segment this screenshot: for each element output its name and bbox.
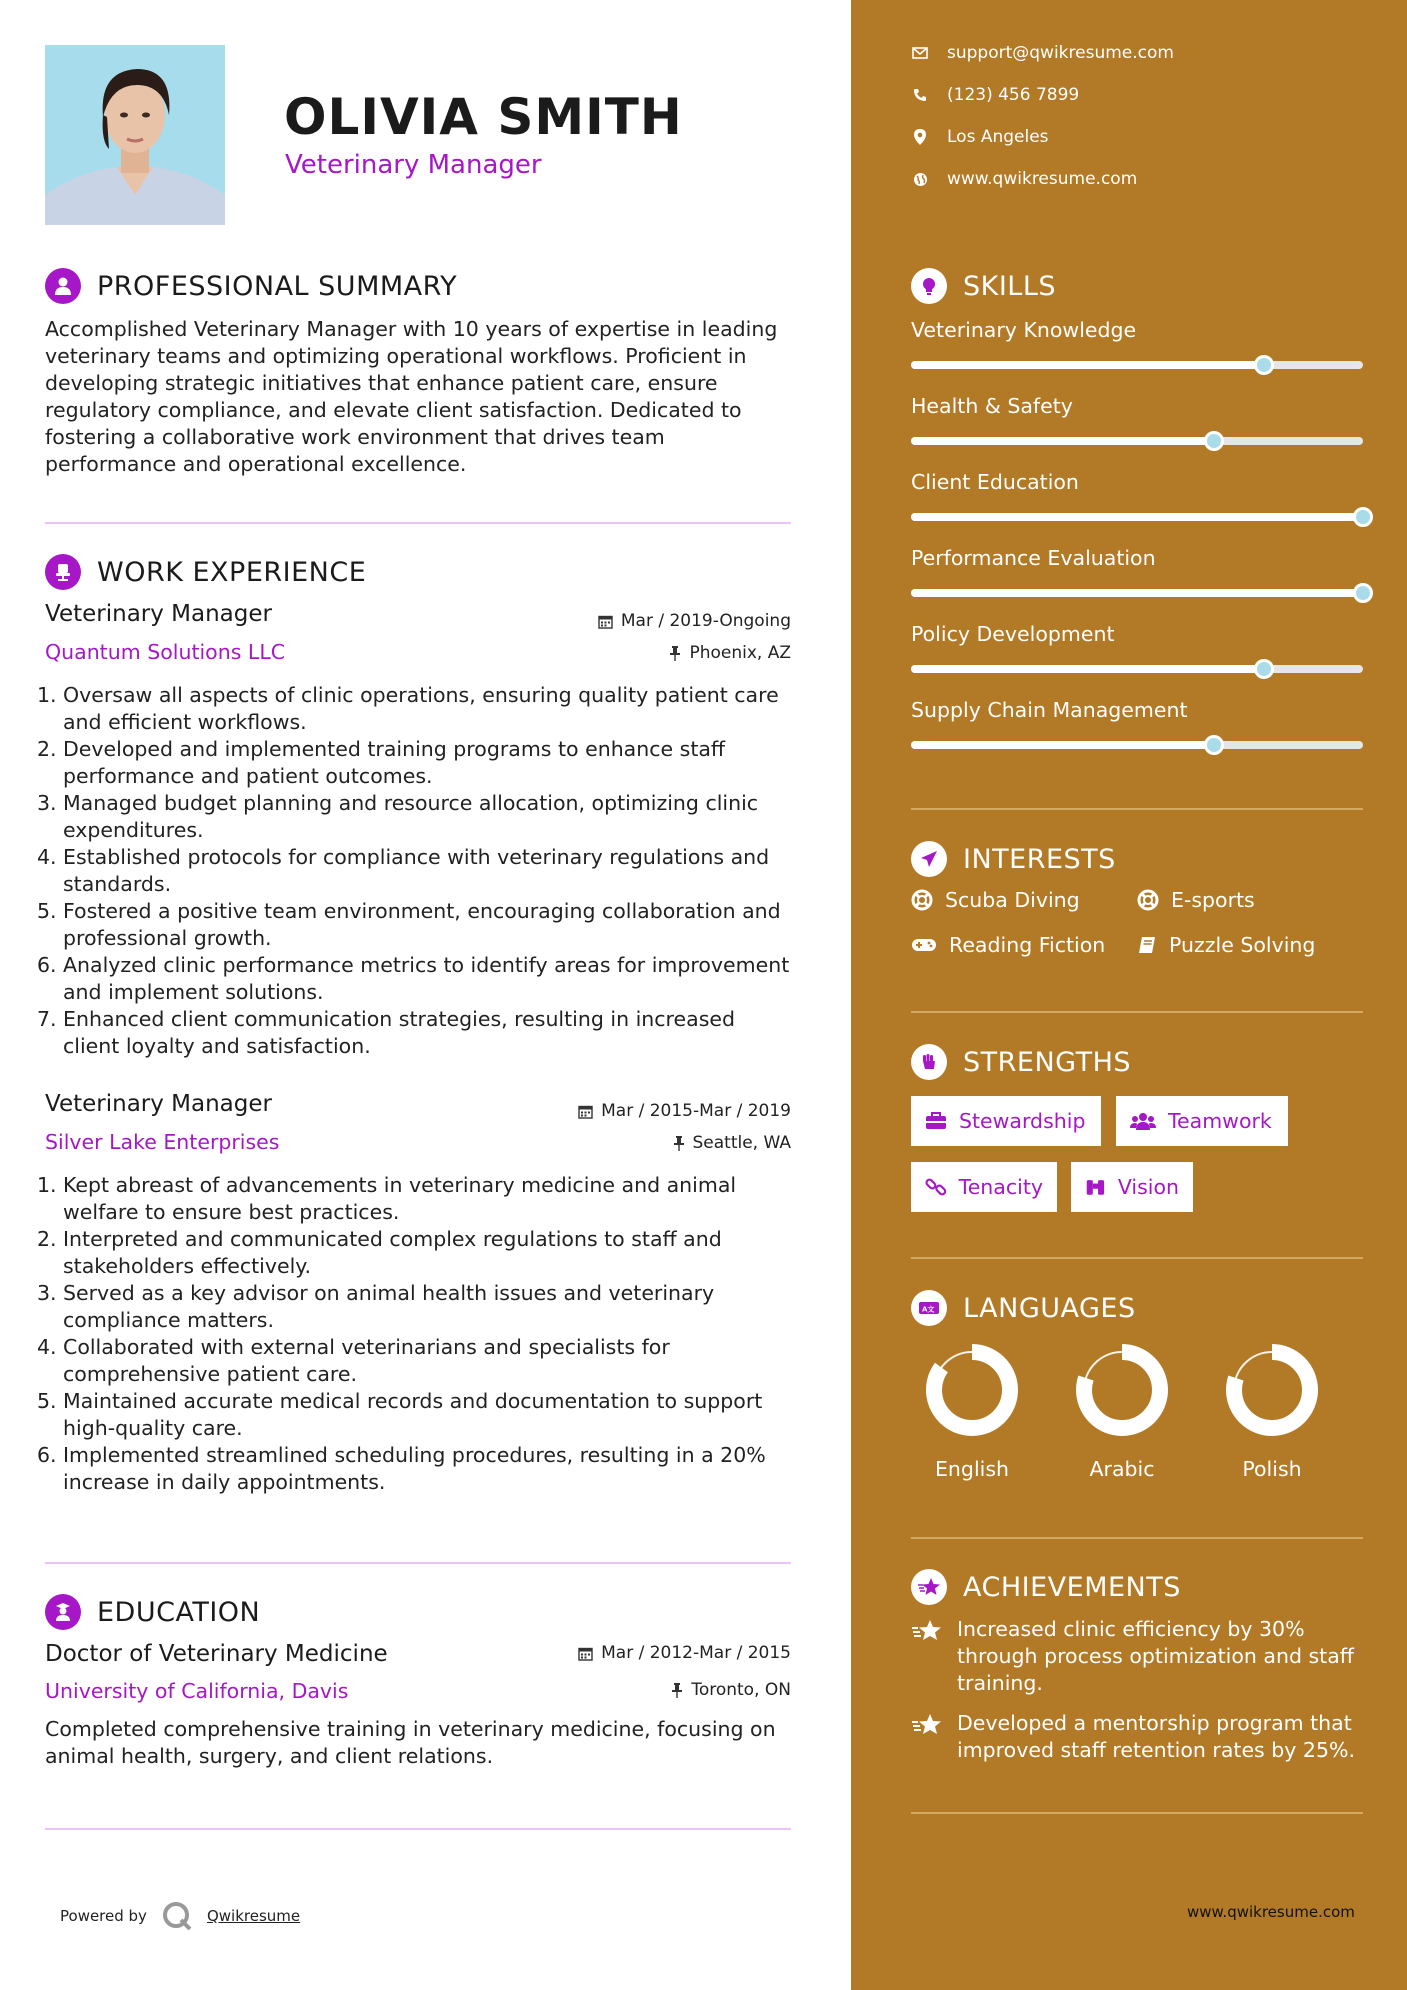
education-dates-text: Mar / 2012-Mar / 2015 [601,1643,791,1663]
contact-website [911,169,1137,189]
skill-name: Health & Safety [911,394,1073,418]
list-item: 1. Kept abreast of advancements in veterinary medicine and animal welfare to ensure best practices. [37,1173,737,1224]
shooting-star-icon [911,1616,943,1697]
skill-level-knob [1353,583,1373,603]
list-item: 3. Served as a key advisor on animal health issues and veterinary compliance matters. [37,1281,715,1332]
achievements-title: ACHIEVEMENTS [963,1571,1181,1603]
language-ring [1072,1340,1172,1440]
skill-level-knob [1353,507,1373,527]
skill-bar [911,589,1363,597]
list-item: 4. Collaborated with external veterinarians and specialists for comprehensive patient care. [37,1335,670,1386]
footer-website[interactable]: www.qwikresume.com [1187,1903,1355,1921]
skill-bar [911,741,1363,749]
candidate-name: OLIVIA SMITH [284,88,683,146]
education-title: EDUCATION [97,1596,261,1628]
skill-name: Veterinary Knowledge [911,318,1137,342]
skill-bar [911,361,1363,369]
candidate-role: Veterinary Manager [285,150,542,180]
list-item: 5. Fostered a positive team environment, encouraging collaboration and professional growth. [37,899,781,950]
qwikresume-logo-icon [161,1900,193,1932]
skill-name: Supply Chain Management [911,698,1188,722]
contact-location-text: Los Angeles [947,127,1049,147]
globe-icon [911,172,929,187]
degree-title: Doctor of Veterinary Medicine [45,1641,388,1667]
lightbulb-icon [911,268,947,304]
job-title: Veterinary Manager [45,601,272,627]
language-name: Polish [1242,1457,1302,1481]
skill-level-knob [1204,735,1224,755]
job-dates [578,1101,791,1121]
briefcase-icon [925,1112,947,1130]
list-item: 4. Established protocols for compliance with veterinary regulations and standards. [37,845,770,896]
svg-text:A文: A文 [922,1305,935,1314]
summary-heading [45,268,457,304]
list-item: 3. Managed budget planning and resource allocation, optimizing clinic expenditures. [37,791,759,842]
job-location [673,1133,792,1153]
profile-photo-image [45,45,225,225]
education-location [671,1680,791,1700]
qwikresume-link[interactable]: Qwikresume [206,1907,301,1925]
languages-title: LANGUAGES [963,1292,1136,1324]
book-icon [1137,935,1157,955]
achievement-item: Developed a mentorship program that improved staff retention rates by 25%. [911,1710,1371,1764]
chair-icon [45,554,81,590]
strength-chip: Teamwork [1116,1096,1288,1146]
skill-bar-fill [911,741,1214,749]
section-divider [911,1257,1363,1259]
contact-website-text[interactable]: www.qwikresume.com [947,169,1138,189]
interest-item: Reading Fiction [911,933,1105,957]
list-item: 2. Interpreted and communicated complex regulations to staff and stakeholders effectively. [37,1227,722,1278]
list-item: 7. Enhanced client communication strategies, resulting in increased client loyalty and satisfaction. [37,1007,736,1058]
skill-level-knob [1254,659,1274,679]
list-item: 1. Oversaw all aspects of clinic operations, ensuring quality patient care and efficient workflows. [37,683,779,734]
skill-bar-fill [911,589,1363,597]
section-divider [45,1562,791,1564]
achievements-heading [911,1569,1181,1605]
strength-chip: Vision [1071,1162,1193,1212]
skill-name: Client Education [911,470,1079,494]
school-name: University of California, Davis [45,1679,349,1703]
skill-bar [911,513,1363,521]
job-company: Silver Lake Enterprises [45,1130,280,1154]
education-text: Completed comprehensive training in veterinary medicine, focusing on animal health, surgery, and client relations. [45,1717,776,1768]
strength-chip: Tenacity [911,1162,1057,1212]
strengths-title: STRENGTHS [963,1046,1132,1078]
language-name: English [934,1457,1010,1481]
skill-level-knob [1254,355,1274,375]
job-location [669,643,791,663]
skill-bar-fill [911,665,1264,673]
users-icon [1130,1112,1156,1130]
languages-heading [911,1290,1136,1326]
list-item: 5. Maintained accurate medical records and documentation to support high-quality care. [37,1389,763,1440]
star-icon [911,1569,947,1605]
section-divider [911,1537,1363,1539]
sidebar [851,0,1407,1990]
skill-level-knob [1204,431,1224,451]
user-icon [45,268,81,304]
list-item: 6. Implemented streamlined scheduling procedures, resulting in a 20% increase in daily appointments. [37,1443,766,1494]
link-icon [925,1176,947,1198]
map-marker-icon [911,129,929,145]
job-title: Veterinary Manager [45,1091,272,1117]
pin-icon [671,1683,683,1698]
language-name: Arabic [1089,1457,1155,1481]
contact-phone-text: (123) 456 7899 [947,85,1080,105]
job-dates [598,611,791,631]
job-location-text: Phoenix, AZ [689,643,791,663]
strength-chip: Stewardship [911,1096,1101,1146]
skills-heading [911,268,1056,304]
skill-name: Policy Development [911,622,1115,646]
list-item: 2. Developed and implemented training programs to enhance staff performance and patient outcomes. [37,737,726,788]
powered-by [60,1900,300,1932]
contact-email-text[interactable]: support@qwikresume.com [947,43,1174,63]
summary-text: Accomplished Veterinary Manager with 10 years of expertise in leading veterinary teams and optimizing operational workflows. Proficient in developing strategic initiatives that enhance patient care, ensure regulatory compliance, and elevate client satisfaction. Dedicated to fostering a collaborative work environment that drives team performance and operational excellence. [45,317,778,476]
section-divider [911,1011,1363,1013]
skill-bar-fill [911,437,1214,445]
phone-icon [911,88,929,102]
interests-heading [911,841,1116,877]
lifebuoy-icon [911,889,933,911]
lifebuoy-icon [1137,889,1159,911]
interest-item: Puzzle Solving [1137,933,1315,957]
skill-bar [911,437,1363,445]
section-divider [45,522,791,524]
list-item: 6. Analyzed clinic performance metrics to identify areas for improvement and implement solutions. [37,953,790,1004]
contact-email [911,43,1174,63]
section-divider [911,808,1363,810]
experience-heading [45,554,366,590]
job-company: Quantum Solutions LLC [45,640,286,664]
translate-icon [911,1290,947,1326]
contact-location [911,127,1049,147]
shooting-star-icon [911,1710,943,1764]
skill-bar [911,665,1363,673]
envelope-icon [911,47,929,59]
binoculars-icon [1085,1177,1106,1197]
calendar-icon [578,1646,593,1661]
summary-title: PROFESSIONAL SUMMARY [97,270,458,302]
education-heading [45,1594,260,1630]
job-bullets [37,682,797,1060]
calendar-icon [598,614,613,629]
strengths-heading [911,1044,1131,1080]
experience-title: WORK EXPERIENCE [97,556,367,588]
interest-item: E-sports [1137,888,1255,912]
powered-by-label: Powered by [60,1907,147,1925]
language-ring [922,1340,1022,1440]
job-location-text: Seattle, WA [692,1133,791,1153]
job-bullets [37,1172,797,1496]
education-dates [578,1643,791,1663]
pin-icon [673,1136,685,1151]
education-location-text: Toronto, ON [691,1680,791,1700]
pin-icon [669,646,681,661]
paper-plane-icon [911,841,947,877]
profile-photo [45,45,225,225]
language-ring [1222,1340,1322,1440]
fist-icon [911,1044,947,1080]
calendar-icon [578,1104,593,1119]
section-divider [45,1828,791,1830]
section-divider [911,1812,1363,1814]
graduate-icon [45,1594,81,1630]
interests-title: INTERESTS [963,843,1116,875]
skills-title: SKILLS [963,270,1057,302]
gamepad-icon [911,937,937,953]
achievement-item: Increased clinic efficiency by 30% through process optimization and staff training. [911,1616,1371,1697]
interest-item: Scuba Diving [911,888,1080,912]
skill-bar-fill [911,513,1363,521]
job-dates-text: Mar / 2015-Mar / 2019 [601,1101,791,1121]
job-dates-text: Mar / 2019-Ongoing [620,611,791,631]
skill-bar-fill [911,361,1264,369]
contact-phone [911,85,1079,105]
skill-name: Performance Evaluation [911,546,1156,570]
